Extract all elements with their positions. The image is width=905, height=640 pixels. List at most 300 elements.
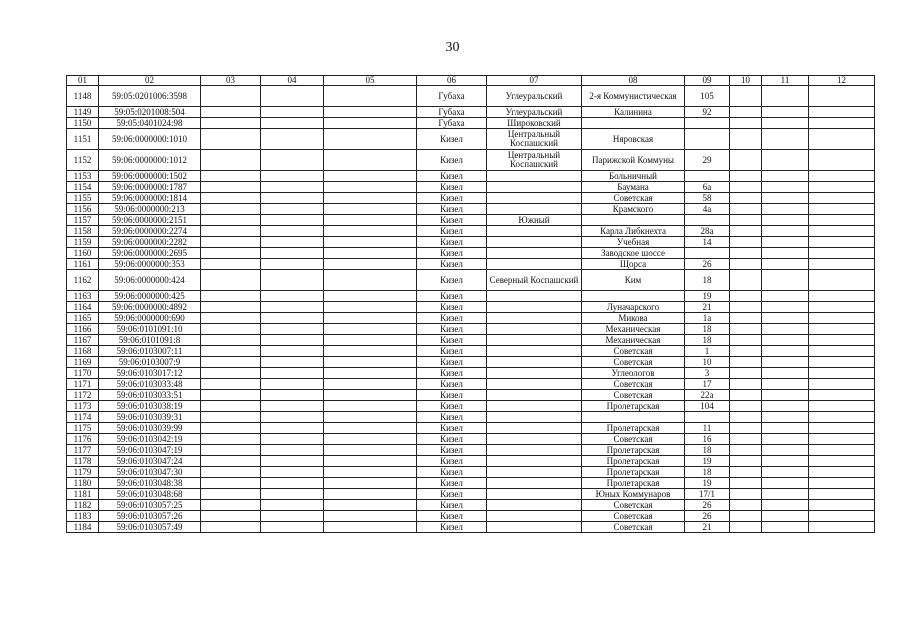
- table-cell: [730, 313, 762, 324]
- table-cell: [809, 129, 875, 150]
- table-cell: [730, 302, 762, 313]
- table-cell: [762, 118, 809, 129]
- table-cell: 29: [685, 150, 730, 171]
- table-cell: [487, 368, 582, 379]
- table-cell: 1151: [67, 129, 99, 150]
- table-cell: 59:06:0103048:38: [99, 478, 201, 489]
- table-cell: 1176: [67, 434, 99, 445]
- table-cell: 3: [685, 368, 730, 379]
- table-cell: Кизел: [417, 445, 487, 456]
- table-cell: [201, 511, 261, 522]
- table-cell: [730, 182, 762, 193]
- table-cell: [730, 150, 762, 171]
- table-cell: [201, 313, 261, 324]
- table-cell: [487, 434, 582, 445]
- table-cell: Кизел: [417, 270, 487, 291]
- table-row: [67, 412, 875, 423]
- table-cell: 59:06:0103033:48: [99, 379, 201, 390]
- table-cell: [261, 259, 324, 270]
- table-cell: [487, 357, 582, 368]
- table-cell: [324, 346, 417, 357]
- table-cell: [762, 500, 809, 511]
- table-cell: Углеуральский: [487, 86, 582, 107]
- table-cell: [809, 215, 875, 226]
- table-cell: [201, 150, 261, 171]
- table-cell: [261, 335, 324, 346]
- table-cell: [261, 215, 324, 226]
- table-cell: Кизел: [417, 478, 487, 489]
- table-cell: [809, 270, 875, 291]
- table-cell: [685, 248, 730, 259]
- table-cell: [487, 324, 582, 335]
- table-cell: [762, 522, 809, 533]
- table-cell: 1181: [67, 489, 99, 500]
- table-cell: [201, 478, 261, 489]
- table-cell: [809, 237, 875, 248]
- table-cell: 1149: [67, 107, 99, 118]
- table-row: [67, 270, 875, 291]
- table-cell: 59:06:0000000:353: [99, 259, 201, 270]
- table-cell: 19: [685, 456, 730, 467]
- table-cell: 1182: [67, 500, 99, 511]
- table-cell: [324, 237, 417, 248]
- table-row: [67, 379, 875, 390]
- table-cell: [730, 270, 762, 291]
- table-row: [67, 522, 875, 533]
- table-cell: 26: [685, 511, 730, 522]
- table-cell: Кизел: [417, 324, 487, 335]
- table-cell: [487, 423, 582, 434]
- table-cell: [201, 346, 261, 357]
- table-cell: [261, 313, 324, 324]
- column-header: 09: [685, 76, 730, 86]
- table-cell: 59:06:0103057:25: [99, 500, 201, 511]
- table-cell: [762, 423, 809, 434]
- table-cell: 59:05:0401024:98: [99, 118, 201, 129]
- table-cell: [324, 248, 417, 259]
- table-row: [67, 291, 875, 302]
- table-cell: 59:06:0103007:9: [99, 357, 201, 368]
- table-cell: [730, 390, 762, 401]
- table-cell: [730, 368, 762, 379]
- table-row: [67, 489, 875, 500]
- table-cell: [487, 489, 582, 500]
- table-cell: [261, 522, 324, 533]
- table-cell: Советская: [582, 390, 685, 401]
- table-cell: 59:06:0103047:19: [99, 445, 201, 456]
- table-cell: 59:06:0103047:24: [99, 456, 201, 467]
- table-cell: [324, 86, 417, 107]
- table-cell: [201, 434, 261, 445]
- table-cell: [809, 193, 875, 204]
- table-row: [67, 335, 875, 346]
- table-cell: 6а: [685, 182, 730, 193]
- table-cell: 18: [685, 467, 730, 478]
- table-cell: [487, 467, 582, 478]
- table-cell: [201, 248, 261, 259]
- table-cell: 19: [685, 478, 730, 489]
- table-cell: [324, 335, 417, 346]
- table-cell: [809, 357, 875, 368]
- table-cell: [685, 129, 730, 150]
- table-cell: [261, 324, 324, 335]
- table-cell: 1а: [685, 313, 730, 324]
- table-cell: [201, 107, 261, 118]
- table-cell: Советская: [582, 379, 685, 390]
- table-cell: [762, 379, 809, 390]
- column-header: 05: [324, 76, 417, 86]
- table-cell: [487, 204, 582, 215]
- table-cell: [487, 237, 582, 248]
- table-cell: 59:06:0103042:19: [99, 434, 201, 445]
- table-cell: 22а: [685, 390, 730, 401]
- table-cell: [261, 467, 324, 478]
- table-cell: [201, 489, 261, 500]
- table-cell: [487, 456, 582, 467]
- table-cell: Кизел: [417, 226, 487, 237]
- table-cell: [762, 107, 809, 118]
- table-cell: [261, 445, 324, 456]
- table-cell: 1164: [67, 302, 99, 313]
- table-cell: [201, 237, 261, 248]
- table-cell: 1159: [67, 237, 99, 248]
- table-cell: [730, 324, 762, 335]
- table-cell: Губаха: [417, 118, 487, 129]
- table-cell: Кизел: [417, 401, 487, 412]
- table-cell: Кизел: [417, 390, 487, 401]
- table-cell: [730, 335, 762, 346]
- table-cell: 59:06:0101091:10: [99, 324, 201, 335]
- table-cell: [201, 357, 261, 368]
- table-cell: 18: [685, 335, 730, 346]
- table-cell: Крамского: [582, 204, 685, 215]
- table-cell: [487, 291, 582, 302]
- table-cell: 1174: [67, 412, 99, 423]
- table-cell: Кизел: [417, 357, 487, 368]
- table-row: [67, 500, 875, 511]
- table-row: [67, 324, 875, 335]
- table-cell: [324, 434, 417, 445]
- table-cell: [201, 302, 261, 313]
- table-cell: [762, 445, 809, 456]
- table-cell: [762, 456, 809, 467]
- table-cell: [730, 129, 762, 150]
- table-row: [67, 390, 875, 401]
- table-cell: [487, 259, 582, 270]
- table-row: [67, 478, 875, 489]
- table-cell: 59:06:0000000:2695: [99, 248, 201, 259]
- table-cell: [324, 270, 417, 291]
- table-cell: 59:06:0103033:51: [99, 390, 201, 401]
- table-row: [67, 248, 875, 259]
- table-cell: 59:06:0000000:1010: [99, 129, 201, 150]
- table-cell: [762, 467, 809, 478]
- table-cell: [809, 500, 875, 511]
- table-cell: 1183: [67, 511, 99, 522]
- table-cell: [324, 445, 417, 456]
- table-cell: [730, 478, 762, 489]
- column-header: 08: [582, 76, 685, 86]
- table-row: [67, 259, 875, 270]
- table-cell: [324, 215, 417, 226]
- table-row: [67, 302, 875, 313]
- table-cell: Кизел: [417, 346, 487, 357]
- table-cell: 14: [685, 237, 730, 248]
- header-row: [67, 76, 875, 86]
- table-cell: 1154: [67, 182, 99, 193]
- table-cell: [261, 248, 324, 259]
- table-cell: [261, 129, 324, 150]
- table-cell: [809, 379, 875, 390]
- table-cell: [487, 171, 582, 182]
- table-cell: [324, 423, 417, 434]
- table-cell: [324, 522, 417, 533]
- table-cell: Кизел: [417, 171, 487, 182]
- table-cell: [201, 204, 261, 215]
- table-cell: Советская: [582, 500, 685, 511]
- table-cell: 59:06:0103047:30: [99, 467, 201, 478]
- table-cell: [324, 489, 417, 500]
- table-cell: [730, 248, 762, 259]
- table-cell: [487, 379, 582, 390]
- table-cell: [730, 423, 762, 434]
- table-cell: [809, 204, 875, 215]
- column-header: 01: [67, 76, 99, 86]
- table-cell: Микова: [582, 313, 685, 324]
- table-cell: 59:05:0201008:504: [99, 107, 201, 118]
- table-cell: 59:06:0103057:26: [99, 511, 201, 522]
- table-cell: 11: [685, 423, 730, 434]
- table-cell: [809, 313, 875, 324]
- table-cell: 105: [685, 86, 730, 107]
- table-cell: 17/1: [685, 489, 730, 500]
- table-cell: [730, 259, 762, 270]
- table-cell: [685, 118, 730, 129]
- table-cell: [809, 182, 875, 193]
- table-cell: [809, 456, 875, 467]
- table-cell: [201, 324, 261, 335]
- table-cell: 58: [685, 193, 730, 204]
- table-cell: [201, 379, 261, 390]
- table-cell: [809, 248, 875, 259]
- table-cell: [809, 445, 875, 456]
- table-cell: [261, 346, 324, 357]
- table-cell: [261, 500, 324, 511]
- table-row: [67, 86, 875, 107]
- table-cell: 59:06:0103038:19: [99, 401, 201, 412]
- table-cell: [730, 522, 762, 533]
- table-cell: [261, 412, 324, 423]
- table-cell: [261, 204, 324, 215]
- table-cell: Няровская: [582, 129, 685, 150]
- table-row: [67, 368, 875, 379]
- table-cell: [730, 456, 762, 467]
- table-row: [67, 215, 875, 226]
- table-cell: Советская: [582, 434, 685, 445]
- table-cell: Баумана: [582, 182, 685, 193]
- table-cell: Кизел: [417, 150, 487, 171]
- table-cell: [324, 118, 417, 129]
- table-cell: 59:06:0103048:68: [99, 489, 201, 500]
- table-cell: [324, 456, 417, 467]
- table-cell: [487, 335, 582, 346]
- table-cell: [201, 259, 261, 270]
- table-cell: [201, 335, 261, 346]
- table-cell: [762, 390, 809, 401]
- table-cell: 19: [685, 291, 730, 302]
- page-number: 30: [445, 40, 460, 55]
- table-cell: Губаха: [417, 86, 487, 107]
- table-cell: Кизел: [417, 500, 487, 511]
- table-cell: Углеуральский: [487, 107, 582, 118]
- table-cell: [685, 412, 730, 423]
- table-cell: [201, 291, 261, 302]
- table-cell: 1177: [67, 445, 99, 456]
- table-cell: Кизел: [417, 368, 487, 379]
- table-cell: [261, 390, 324, 401]
- table-cell: 1179: [67, 467, 99, 478]
- column-header: 10: [730, 76, 762, 86]
- table-cell: Кизел: [417, 193, 487, 204]
- table-cell: [809, 107, 875, 118]
- table-cell: [261, 401, 324, 412]
- table-cell: [201, 456, 261, 467]
- table-cell: Кизел: [417, 379, 487, 390]
- table-cell: Кизел: [417, 489, 487, 500]
- table-cell: [201, 401, 261, 412]
- table-cell: [324, 467, 417, 478]
- table-cell: [201, 182, 261, 193]
- table-cell: [487, 401, 582, 412]
- table-cell: Механическая: [582, 324, 685, 335]
- table-cell: [809, 291, 875, 302]
- table-cell: [324, 401, 417, 412]
- table-cell: 59:06:0000000:690: [99, 313, 201, 324]
- table-cell: [261, 270, 324, 291]
- table-cell: 1161: [67, 259, 99, 270]
- table-cell: 59:06:0000000:213: [99, 204, 201, 215]
- table-cell: [324, 390, 417, 401]
- table-cell: 1180: [67, 478, 99, 489]
- table-cell: Учебная: [582, 237, 685, 248]
- table-cell: Кизел: [417, 423, 487, 434]
- table-cell: Кизел: [417, 291, 487, 302]
- table-cell: 4а: [685, 204, 730, 215]
- table-cell: 1156: [67, 204, 99, 215]
- table-cell: [261, 423, 324, 434]
- table-row: [67, 434, 875, 445]
- table-cell: 2-я Коммунистическая: [582, 86, 685, 107]
- table-row: [67, 226, 875, 237]
- table-cell: Углеологов: [582, 368, 685, 379]
- table-cell: [762, 401, 809, 412]
- table-cell: 59:06:0000000:1787: [99, 182, 201, 193]
- table-cell: [730, 489, 762, 500]
- table-cell: [809, 401, 875, 412]
- table-cell: [762, 368, 809, 379]
- table-cell: [261, 107, 324, 118]
- table-cell: [324, 226, 417, 237]
- table-row: [67, 511, 875, 522]
- table-cell: [762, 259, 809, 270]
- table-cell: [762, 434, 809, 445]
- table-cell: [487, 313, 582, 324]
- table-cell: [762, 248, 809, 259]
- table-cell: Советская: [582, 346, 685, 357]
- table-cell: [324, 107, 417, 118]
- table-cell: [324, 182, 417, 193]
- table-cell: 1152: [67, 150, 99, 171]
- table-cell: Советская: [582, 193, 685, 204]
- table-cell: [201, 193, 261, 204]
- table-cell: [201, 118, 261, 129]
- table-row: [67, 445, 875, 456]
- table-cell: [809, 434, 875, 445]
- column-header: 12: [809, 76, 875, 86]
- table-cell: [487, 478, 582, 489]
- table-cell: [730, 500, 762, 511]
- table-cell: 59:06:0103007:11: [99, 346, 201, 357]
- table-cell: Кизел: [417, 248, 487, 259]
- table-cell: [324, 150, 417, 171]
- table-cell: 1: [685, 346, 730, 357]
- table-cell: Южный: [487, 215, 582, 226]
- table-cell: [487, 445, 582, 456]
- column-header: 02: [99, 76, 201, 86]
- table-cell: [261, 478, 324, 489]
- table-cell: [730, 86, 762, 107]
- table-cell: [809, 118, 875, 129]
- table-cell: Кизел: [417, 129, 487, 150]
- table-cell: [582, 118, 685, 129]
- table-cell: [582, 412, 685, 423]
- table-cell: 1171: [67, 379, 99, 390]
- table-cell: 59:06:0000000:2282: [99, 237, 201, 248]
- table-cell: 1163: [67, 291, 99, 302]
- table-cell: Центральный Коспашский: [487, 129, 582, 150]
- table-cell: Кизел: [417, 237, 487, 248]
- table-cell: [324, 368, 417, 379]
- table-cell: 1157: [67, 215, 99, 226]
- table-cell: [762, 489, 809, 500]
- table-cell: [762, 302, 809, 313]
- table-cell: 59:06:0000000:1502: [99, 171, 201, 182]
- table-cell: 17: [685, 379, 730, 390]
- table-cell: 59:06:0103039:99: [99, 423, 201, 434]
- table-cell: [809, 259, 875, 270]
- table-cell: 59:06:0000000:2274: [99, 226, 201, 237]
- table-row: [67, 467, 875, 478]
- table-cell: [809, 368, 875, 379]
- table-row: [67, 193, 875, 204]
- table-cell: [324, 171, 417, 182]
- table-cell: [487, 500, 582, 511]
- table-cell: Кизел: [417, 522, 487, 533]
- table-cell: 26: [685, 500, 730, 511]
- table-cell: 59:06:0000000:4892: [99, 302, 201, 313]
- table-row: [67, 204, 875, 215]
- table-cell: Ким: [582, 270, 685, 291]
- table-row: [67, 237, 875, 248]
- table-cell: [762, 193, 809, 204]
- registry-table: [66, 75, 875, 533]
- table-cell: 104: [685, 401, 730, 412]
- table-cell: 1168: [67, 346, 99, 357]
- table-cell: [324, 291, 417, 302]
- table-cell: [809, 171, 875, 182]
- table-cell: [324, 500, 417, 511]
- table-cell: [261, 379, 324, 390]
